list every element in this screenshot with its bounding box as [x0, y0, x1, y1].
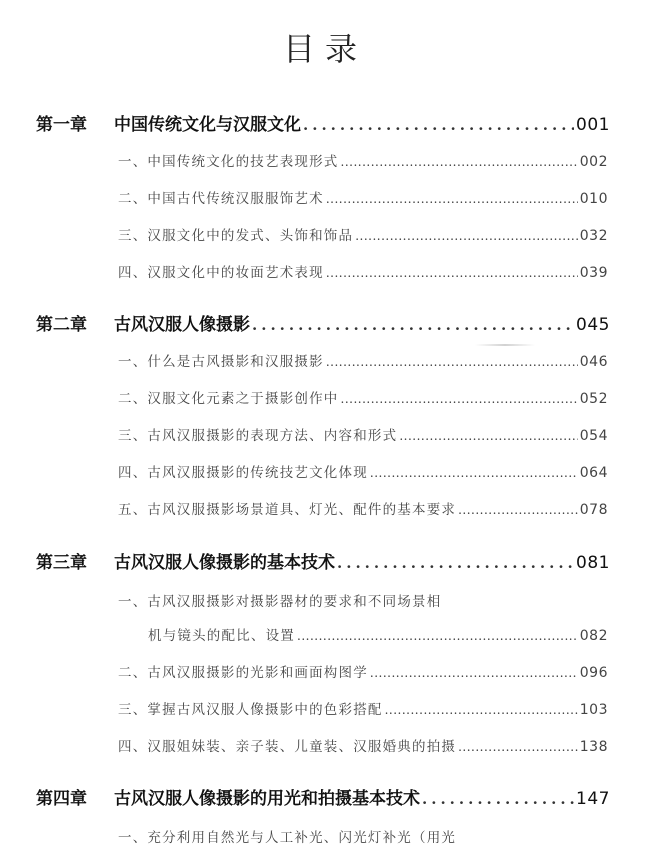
chapter-title: 中国传统文化与汉服文化 [114, 115, 301, 135]
chapter-number: 第一章 [36, 115, 87, 135]
dot-leader [341, 392, 578, 406]
chapter-title: 古风汉服人像摄影的基本技术 [114, 553, 335, 573]
chapter-title: 古风汉服人像摄影 [114, 315, 250, 335]
toc-entry[interactable] [118, 424, 608, 444]
chapter-number: 第二章 [36, 315, 87, 335]
toc-chapter-3[interactable] [36, 548, 610, 573]
chapter-title: 古风汉服人像摄影的用光和拍摄基本技术 [114, 789, 420, 809]
entry-title: 机与镜头的配比、设置 [148, 628, 295, 644]
dot-leader [355, 229, 578, 243]
toc-entry[interactable] [118, 498, 608, 518]
dot-leader [252, 316, 574, 334]
entry-title-line1[interactable]: 一、充分利用自然光与人工补光、闪光灯补光（用光 [118, 830, 457, 846]
toc-entry[interactable] [118, 150, 608, 170]
dot-leader [370, 666, 578, 680]
entry-title: 四、汉服文化中的妆面艺术表现 [118, 265, 324, 281]
entry-page-number: 032 [579, 228, 608, 244]
dot-leader [326, 192, 578, 206]
entry-page-number: 002 [579, 154, 608, 170]
entry-page-number: 138 [579, 739, 608, 755]
chapter-page-number: 147 [576, 789, 610, 809]
page-title: 目录 [282, 30, 367, 68]
toc-entry[interactable] [118, 261, 608, 281]
dot-leader [399, 429, 577, 443]
dot-leader [370, 466, 578, 480]
dot-leader [385, 703, 578, 717]
dot-leader [337, 554, 574, 572]
toc-entry[interactable] [118, 661, 608, 681]
entry-title: 三、古风汉服摄影的表现方法、内容和形式 [118, 428, 398, 444]
chapter-number: 第三章 [36, 553, 87, 573]
entry-title: 四、汉服姐妹装、亲子装、儿童装、汉服婚典的拍摄 [118, 739, 457, 755]
entry-page-number: 082 [579, 628, 608, 644]
toc-entry[interactable] [148, 624, 608, 644]
entry-page-number: 052 [579, 391, 608, 407]
toc-entry[interactable] [118, 187, 608, 207]
toc-chapter-2[interactable] [36, 310, 610, 335]
entry-page-number: 096 [579, 665, 608, 681]
dot-leader [422, 790, 574, 808]
entry-page-number: 064 [579, 465, 608, 481]
toc-chapter-1[interactable] [36, 110, 610, 135]
chapter-number: 第四章 [36, 789, 87, 809]
toc-entry[interactable] [118, 387, 608, 407]
toc-entry[interactable] [118, 698, 608, 718]
dot-leader [303, 116, 574, 134]
dot-leader [297, 629, 578, 643]
toc-entry[interactable] [118, 735, 608, 755]
toc-chapter-4[interactable] [36, 784, 610, 809]
scan-smudge [475, 344, 535, 346]
entry-title: 五、古风汉服摄影场景道具、灯光、配件的基本要求 [118, 502, 457, 518]
entry-page-number: 046 [579, 354, 608, 370]
entry-page-number: 054 [579, 428, 608, 444]
entry-title: 三、掌握古风汉服人像摄影中的色彩搭配 [118, 702, 383, 718]
entry-page-number: 039 [579, 265, 608, 281]
chapter-page-number: 045 [576, 315, 610, 335]
dot-leader [458, 503, 578, 517]
chapter-page-number: 081 [576, 553, 610, 573]
entry-page-number: 103 [579, 702, 608, 718]
dot-leader [326, 355, 578, 369]
dot-leader [326, 266, 578, 280]
entry-title: 三、汉服文化中的发式、头饰和饰品 [118, 228, 354, 244]
entry-page-number: 010 [579, 191, 608, 207]
entry-title: 二、古风汉服摄影的光影和画面构图学 [118, 665, 368, 681]
entry-title: 一、中国传统文化的技艺表现形式 [118, 154, 339, 170]
entry-page-number: 078 [579, 502, 608, 518]
dot-leader [341, 155, 578, 169]
toc-entry[interactable] [118, 224, 608, 244]
dot-leader [458, 740, 578, 754]
entry-title: 二、中国古代传统汉服服饰艺术 [118, 191, 324, 207]
entry-title: 一、什么是古风摄影和汉服摄影 [118, 354, 324, 370]
entry-title-line1[interactable]: 一、古风汉服摄影对摄影器材的要求和不同场景相 [118, 594, 442, 610]
toc-entry[interactable] [118, 350, 608, 370]
chapter-page-number: 001 [576, 115, 610, 135]
entry-title: 二、汉服文化元素之于摄影创作中 [118, 391, 339, 407]
toc-entry[interactable] [118, 461, 608, 481]
entry-title: 四、古风汉服摄影的传统技艺文化体现 [118, 465, 368, 481]
